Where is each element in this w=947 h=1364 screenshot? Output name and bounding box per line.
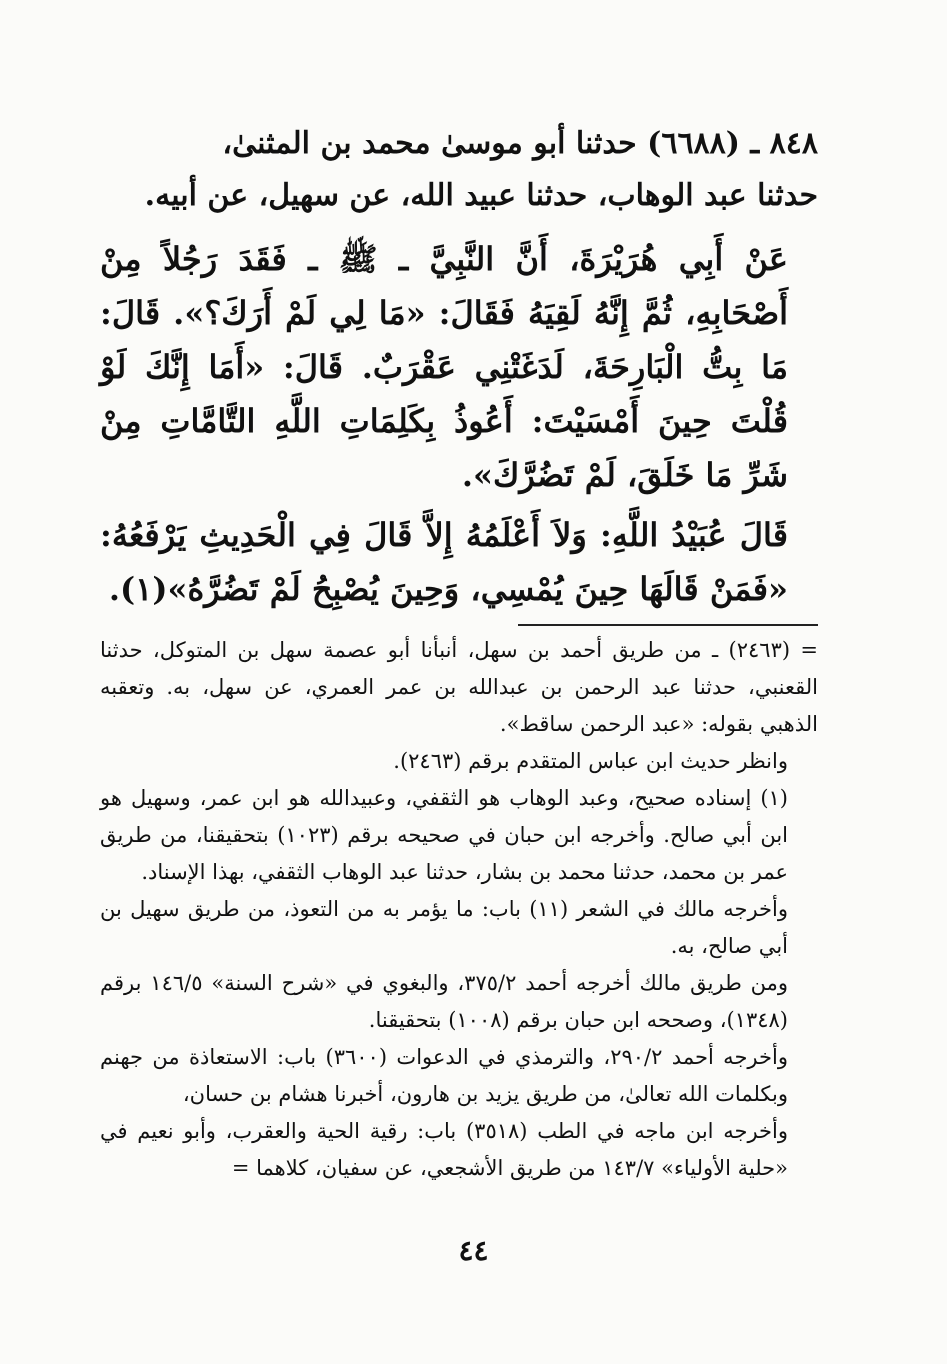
page-number: ٤٤: [458, 1234, 489, 1267]
isnad-line-1: ٨٤٨ ـ (٦٦٨٨) حدثنا أبو موسىٰ محمد بن المثنىٰ،: [222, 126, 818, 161]
footnote-ahmad-baghawi: ومن طريق مالك أخرجه أحمد ٣٧٥/٢، والبغوي في «شرح السنة» ١٤٦/٥ برقم (١٣٤٨)، وصححه ابن حبان برقم (١٠٠٨) بتحقيقنا.: [100, 971, 788, 1032]
isnad-line-2: حدثنا عبد الوهاب، حدثنا عبيد الله، عن سهيل، عن أبيه.: [144, 178, 818, 213]
footnote-ibn-majah: وأخرجه ابن ماجه في الطب (٣٥١٨) باب: رقية الحية والعقرب، وأبو نعيم في «حلية الأولياء» ١٤٣/٧ من طريق الأشجعي، عن سفيان، كلاهما =: [100, 1119, 788, 1180]
matn-paragraph-2: قَالَ عُبَيْدُ اللَّهِ: وَلاَ أَعْلَمُهُ إِلاَّ قَالَ فِي الْحَدِيثِ يَرْفَعُهُ: «فَمَنْ قَالَهَا حِينَ يُمْسِي، وَحِينَ يُصْبِحُ لَمْ تَضُرَّهُ»(١).: [100, 516, 788, 608]
hadith-isnad: [100, 118, 818, 222]
footnote-see-also: وانظر حديث ابن عباس المتقدم برقم (٢٤٦٣).: [393, 749, 788, 773]
footnote-malik: وأخرجه مالك في الشعر (١١) باب: ما يؤمر به من التعوذ، من طريق سهيل بن أبي صالح، به.: [100, 897, 788, 958]
matn-paragraph-1: عَنْ أَبِي هُرَيْرَةَ، أَنَّ النَّبِيَّ ـ ﷺ ـ فَقَدَ رَجُلاً مِنْ أَصْحَابِهِ، ثُمَّ إِنَّهُ لَقِيَهُ فَقَالَ: «مَا لِي لَمْ أَرَكَ؟». قَالَ: مَا بِتُّ الْبَارِحَةَ، لَدَغَتْنِي عَقْرَبٌ. قَالَ: «أَمَا إِنَّكَ لَوْ قُلْتَ حِينَ أَمْسَيْتَ: أَعُوذُ بِكَلِمَاتِ اللَّهِ التَّامَّاتِ مِنْ شَرِّ مَا خَلَقَ، لَمْ تَضُرَّكَ».: [100, 240, 789, 494]
footnote-separator: [518, 624, 818, 626]
footnote-continued: = (٢٤٦٣) ـ من طريق أحمد بن سهل، أنبأنا أبو عصمة سهل بن المتوكل، حدثنا القعنبي، حدثنا عبد الرحمن بن عبدالله بن عمر العمري، عن سهل، به. وتعقبه الذهبي بقوله: «عبد الرحمن ساقط».: [100, 638, 818, 736]
hadith-matn: [100, 232, 818, 616]
page-content: [100, 118, 818, 1187]
footnotes: [100, 632, 818, 1187]
footnote-tirmidhi: وأخرجه أحمد ٢٩٠/٢، والترمذي في الدعوات (٣٦٠٠) باب: الاستعاذة من جهنم وبكلمات الله تعالىٰ، من طريق يزيد بن هارون، أخبرنا هشام بن حسان،: [100, 1045, 788, 1106]
footnote-1: (١) إسناده صحيح، وعبد الوهاب هو الثقفي، وعبيدالله هو ابن عمر، وسهيل هو ابن أبي صالح. وأخرجه ابن حبان في صحيحه برقم (١٠٢٣) بتحقيقنا، من طريق عمر بن محمد، حدثنا محمد بن بشار، حدثنا عبد الوهاب الثقفي، بهذا الإسناد.: [100, 786, 788, 884]
